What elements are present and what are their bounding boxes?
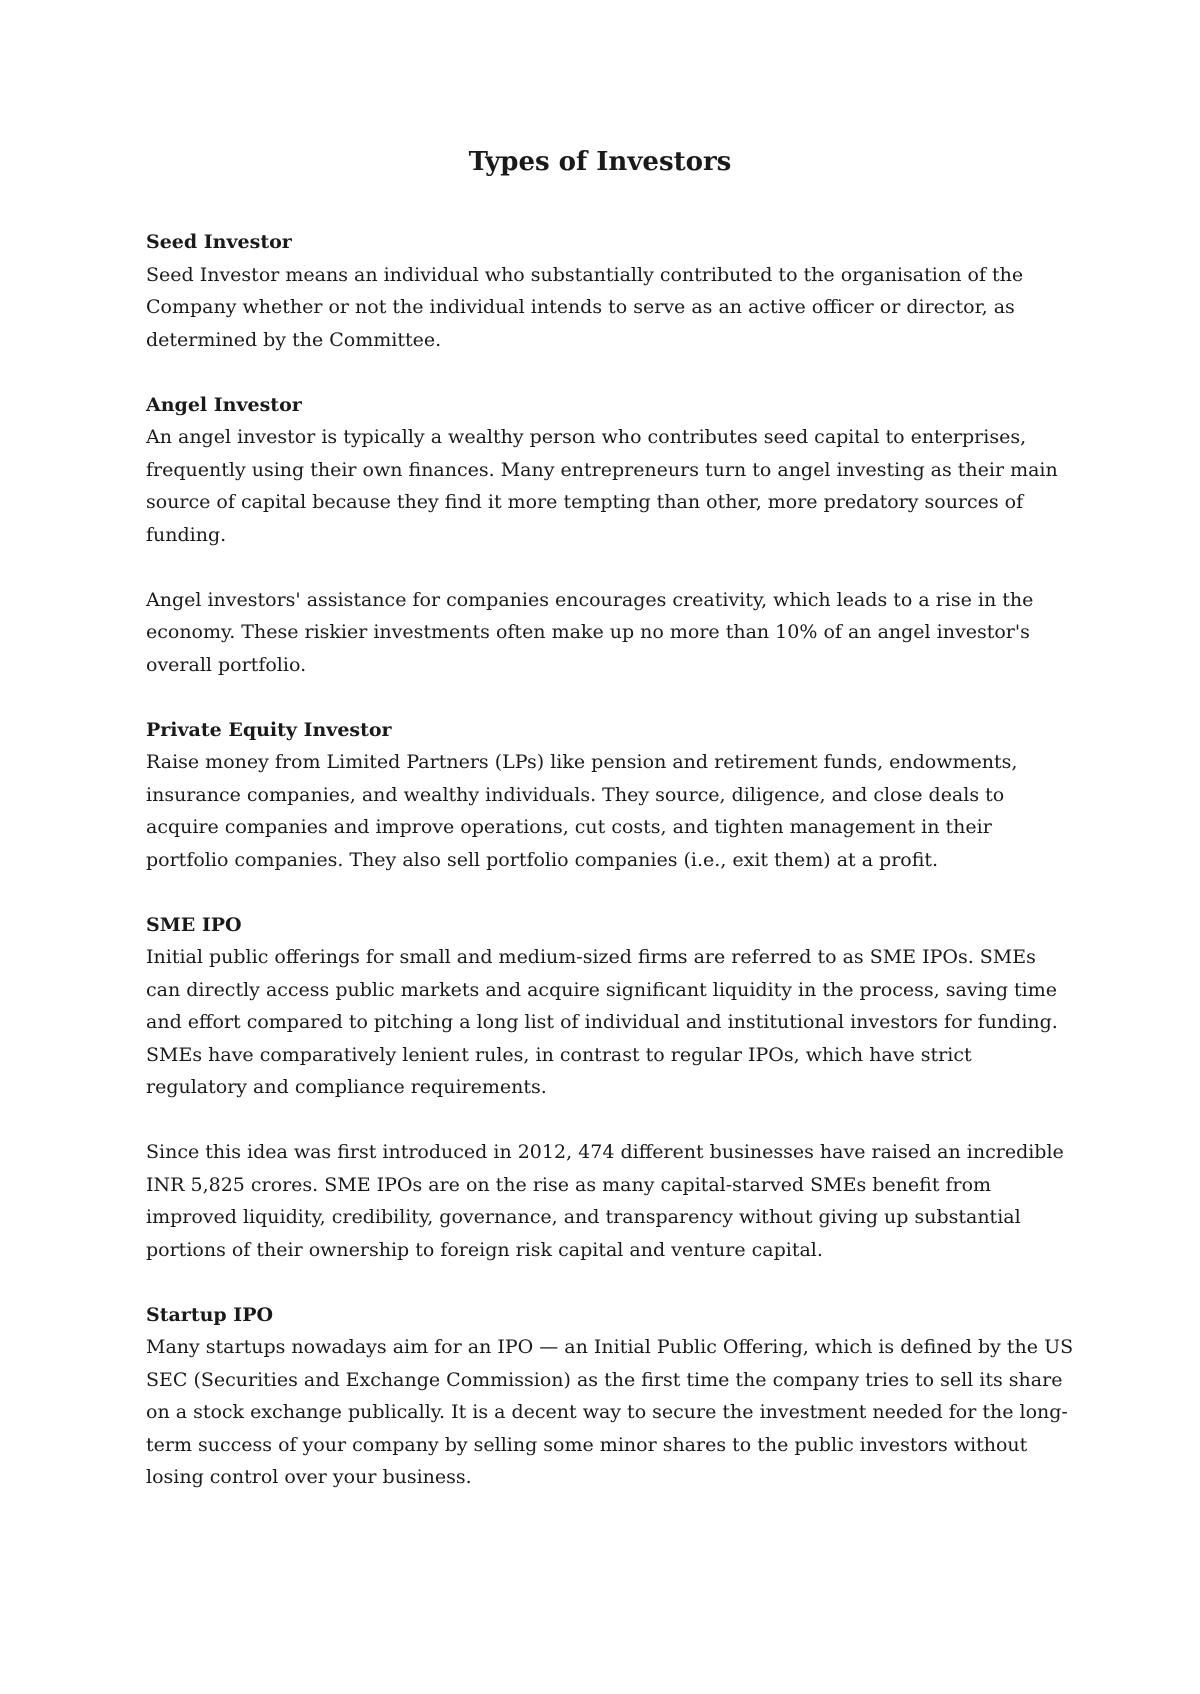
section-sme-ipo <box>146 909 1076 1267</box>
paragraph: Seed Investor means an individual who substantially contributed to the organisation of the Company whether or not the individual intends to serve as an active officer or director, as determined by the Committee. <box>146 263 1024 351</box>
paragraph: An angel investor is typically a wealthy person who contributes seed capital to enterprises, frequently using their own finances. Many entrepreneurs turn to angel investing as their main source of capital because they find it more tempting than other, more predatory sources of funding. <box>146 426 1058 546</box>
section-seed-investor <box>146 226 1076 356</box>
paragraph: Raise money from Limited Partners (LPs) like pension and retirement funds, endowments, insurance companies, and wealthy individuals. They source, diligence, and close deals to acquire companies and improve operations, cut costs, and tighten management in their portfolio companies. They also sell portfolio companies (i.e., exit them) at a profit. <box>146 751 1018 871</box>
section-private-equity-investor <box>146 714 1076 877</box>
paragraph: Initial public offerings for small and medium-sized firms are referred to as SME IPOs. SMEs can directly access public markets and acquire significant liquidity in the process, saving time and effort compared to pitching a long list of individual and institutional investors for funding. SMEs have comparatively lenient rules, in contrast to regular IPOs, which have strict regulatory and compliance requirements. <box>146 946 1058 1098</box>
section-heading: Private Equity Investor <box>146 718 392 741</box>
section-heading: Seed Investor <box>146 231 292 253</box>
paragraph: Angel investors' assistance for companies encourages creativity, which leads to a rise in the economy. These riskier investments often make up no more than 10% of an angel investor's overall portfolio. <box>146 588 1034 676</box>
section-startup-ipo <box>146 1299 1076 1494</box>
paragraph: Many startups nowadays aim for an IPO — an Initial Public Offering, which is defined by the US SEC (Securities and Exchange Commission) as the first time the company tries to sell its share on a stock exchange publically. It is a decent way to secure the investment needed for the long-term success of your company by selling some minor shares to the public investors without losing control over your business. <box>146 1336 1074 1488</box>
document-body <box>146 226 1076 1526</box>
section-angel-investor <box>146 389 1076 682</box>
section-heading: Startup IPO <box>146 1303 274 1326</box>
section-heading: SME IPO <box>146 913 242 936</box>
section-heading: Angel Investor <box>146 393 302 416</box>
paragraph: Since this idea was first introduced in 2012, 474 different businesses have raised an incredible INR 5,825 crores. SME IPOs are on the rise as many capital-starved SMEs benefit from improved liquidity, credibility, governance, and transparency without giving up substantial portions of their ownership to foreign risk capital and venture capital. <box>146 1141 1064 1261</box>
page-title: Types of Investors <box>468 147 732 177</box>
